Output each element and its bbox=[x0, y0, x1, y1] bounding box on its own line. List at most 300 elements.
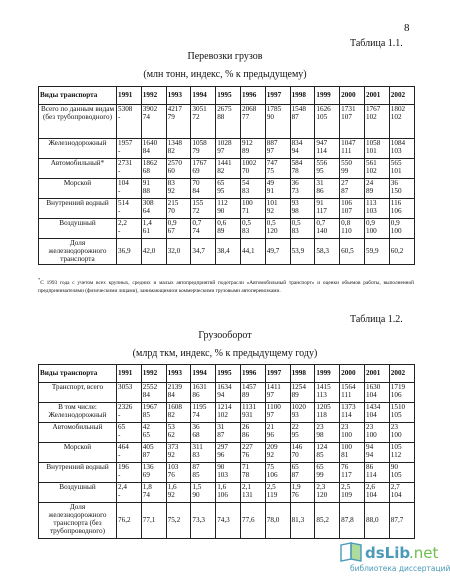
table-row bbox=[39, 443, 415, 463]
cell-value-pair bbox=[290, 105, 315, 139]
cell-index: 88 bbox=[217, 113, 225, 122]
cell-value-pair bbox=[141, 423, 166, 443]
row-label: Транспорт, всего bbox=[39, 383, 117, 403]
cell-index: 78 bbox=[241, 471, 250, 480]
cell-index: 79 bbox=[192, 147, 200, 156]
cell-absolute: 0,9 bbox=[365, 219, 375, 227]
year-header: 1992 bbox=[141, 87, 166, 105]
row-label: Морской bbox=[39, 179, 117, 199]
cell-value: 74,3 bbox=[216, 503, 241, 539]
cell-absolute: 1548 bbox=[291, 105, 306, 113]
cell-value-pair bbox=[340, 105, 365, 139]
year-header: 1996 bbox=[240, 87, 265, 105]
cell-index: 76 bbox=[167, 471, 175, 480]
cell-value-pair bbox=[315, 483, 340, 503]
cell-index: 82 bbox=[217, 167, 225, 176]
cell-index: 106 bbox=[390, 391, 402, 400]
cell-value-pair bbox=[265, 159, 290, 179]
cell-absolute: 1719 bbox=[390, 383, 406, 391]
cell-value-pair bbox=[166, 423, 191, 443]
cell-value-pair bbox=[216, 383, 241, 403]
cell-index: 69 bbox=[142, 471, 150, 480]
cell-absolute: 2731 bbox=[118, 159, 133, 167]
cell-absolute: 49 bbox=[266, 179, 274, 187]
cell-value: 34,7 bbox=[191, 239, 216, 265]
cell-index: 73 bbox=[291, 187, 299, 196]
cell-absolute: 1020 bbox=[291, 403, 306, 411]
year-header: 1998 bbox=[290, 87, 315, 105]
cell-value-pair bbox=[141, 199, 166, 219]
row-label: Всего по данным видам (без трубопроводного) bbox=[39, 105, 117, 139]
cell-value: 75,2 bbox=[166, 503, 191, 539]
cell-value-pair bbox=[117, 483, 142, 503]
freight-turnover-table bbox=[38, 364, 415, 539]
cell-value-pair bbox=[166, 105, 191, 139]
cell-index: 112 bbox=[390, 451, 402, 460]
year-header: 1997 bbox=[265, 365, 290, 383]
cell-absolute: 311 bbox=[192, 443, 203, 451]
cell-index: 104 bbox=[365, 491, 377, 500]
cell-absolute: 1,5 bbox=[192, 483, 202, 491]
cell-value-pair bbox=[240, 105, 265, 139]
cell-value-pair bbox=[240, 403, 265, 423]
cell-value: 88,0 bbox=[364, 503, 389, 539]
cell-index: 86 bbox=[192, 391, 200, 400]
cell-index: 931 bbox=[241, 411, 253, 420]
cell-index: 150 bbox=[390, 187, 402, 196]
cell-index: 89 bbox=[217, 227, 225, 236]
cell-index: 98 bbox=[291, 207, 299, 216]
cell-value-pair bbox=[141, 219, 166, 239]
year-header: 1991 bbox=[117, 365, 142, 383]
cell-index: 95 bbox=[316, 167, 324, 176]
cell-absolute: 550 bbox=[341, 159, 352, 167]
cell-index: 98 bbox=[316, 431, 324, 440]
cell-absolute: 912 bbox=[241, 139, 253, 147]
cell-index: 97 bbox=[217, 147, 225, 156]
cell-index: 85 bbox=[142, 411, 150, 420]
cell-absolute: 2552 bbox=[142, 383, 158, 391]
table2-title: Грузооборот bbox=[198, 330, 252, 341]
footnote-mark: * bbox=[38, 277, 41, 282]
cell-index: 89 bbox=[291, 391, 299, 400]
cell-absolute: 1457 bbox=[241, 383, 257, 391]
cell-index: 114 bbox=[365, 471, 377, 480]
cell-index: 90 bbox=[192, 491, 200, 500]
cell-index: 62 bbox=[167, 431, 175, 440]
cell-value-pair bbox=[166, 179, 191, 199]
cell-index: 89 bbox=[241, 391, 250, 400]
cell-value-pair bbox=[290, 179, 315, 199]
table-row bbox=[39, 463, 415, 483]
cell-absolute: 24 bbox=[365, 179, 374, 187]
cell-index: 68 bbox=[142, 167, 150, 176]
table-row bbox=[39, 483, 415, 503]
cell-index: 100 bbox=[390, 431, 402, 440]
cell-value-pair bbox=[191, 423, 216, 443]
cell-absolute: 0,5 bbox=[241, 219, 251, 227]
row-label: Железнодорожный bbox=[39, 139, 117, 159]
cell-absolute: 834 bbox=[291, 139, 303, 147]
cell-index: - bbox=[118, 431, 121, 440]
cell-absolute: 112 bbox=[217, 199, 228, 207]
cell-absolute: 106 bbox=[341, 199, 352, 207]
cell-value-pair bbox=[117, 403, 142, 423]
cell-absolute: 36 bbox=[291, 179, 299, 187]
cell-value-pair bbox=[364, 179, 389, 199]
cell-absolute: 1084 bbox=[390, 139, 406, 147]
cell-index: 100 bbox=[365, 227, 377, 236]
cell-index: 83 bbox=[192, 451, 200, 460]
cell-absolute: 2675 bbox=[217, 105, 232, 113]
cell-absolute: 36 bbox=[390, 179, 398, 187]
cell-absolute: 0,6 bbox=[217, 219, 227, 227]
cell-value-pair bbox=[364, 443, 389, 463]
cell-index: 60 bbox=[167, 167, 175, 176]
cell-index: 84 bbox=[192, 187, 200, 196]
cell-index: 102 bbox=[365, 167, 377, 176]
cell-value: 53,9 bbox=[290, 239, 315, 265]
cell-value-pair bbox=[265, 463, 290, 483]
table-row bbox=[39, 199, 415, 219]
cell-value-pair bbox=[364, 403, 389, 423]
cell-index: 104 bbox=[365, 411, 377, 420]
cell-index: 105 bbox=[316, 113, 328, 122]
cell-value-pair bbox=[340, 199, 365, 219]
cell-index: 86 bbox=[316, 187, 324, 196]
cell-index: 94 bbox=[217, 391, 225, 400]
cell-value-pair bbox=[191, 179, 216, 199]
cell-index: - bbox=[118, 411, 121, 420]
cell-value-pair bbox=[240, 443, 265, 463]
cell-value: 59,9 bbox=[364, 239, 389, 265]
cell-value-pair bbox=[216, 159, 241, 179]
cell-value-pair bbox=[240, 483, 265, 503]
cell-value-pair bbox=[240, 139, 265, 159]
cell-absolute: 65 bbox=[217, 179, 225, 187]
cell-index: 119 bbox=[266, 491, 278, 500]
cell-absolute: 1058 bbox=[365, 139, 381, 147]
year-header: 1995 bbox=[216, 365, 241, 383]
cell-value-pair bbox=[216, 219, 241, 239]
cell-value-pair bbox=[141, 483, 166, 503]
cell-value-pair bbox=[240, 423, 265, 443]
cell-index: 107 bbox=[341, 113, 352, 122]
cell-absolute: 23 bbox=[365, 423, 374, 431]
cell-value-pair bbox=[364, 483, 389, 503]
cell-absolute: 584 bbox=[291, 159, 303, 167]
cell-absolute: 196 bbox=[118, 463, 129, 471]
cell-absolute: 1058 bbox=[192, 139, 207, 147]
cell-absolute: 556 bbox=[316, 159, 328, 167]
cell-index: 77 bbox=[241, 113, 250, 122]
cell-index: 90 bbox=[266, 113, 274, 122]
cell-value-pair bbox=[364, 199, 389, 219]
cell-value-pair bbox=[141, 139, 166, 159]
cell-absolute: 76 bbox=[341, 463, 349, 471]
cell-absolute: 65 bbox=[291, 463, 299, 471]
cell-index: 140 bbox=[316, 227, 328, 236]
cell-absolute: 71 bbox=[241, 463, 250, 471]
cell-value-pair bbox=[340, 219, 365, 239]
cell-value-pair bbox=[117, 463, 142, 483]
table-row bbox=[39, 403, 415, 423]
cell-index: 74 bbox=[192, 227, 200, 236]
cell-value: 87,8 bbox=[340, 503, 365, 539]
cell-absolute: 1100 bbox=[266, 403, 281, 411]
cell-value-pair bbox=[216, 179, 241, 199]
cell-index: 102 bbox=[390, 113, 402, 122]
cell-absolute: 1195 bbox=[192, 403, 207, 411]
dslib-watermark bbox=[338, 538, 450, 582]
cell-absolute: 1441 bbox=[217, 159, 232, 167]
cell-value-pair bbox=[265, 219, 290, 239]
cell-absolute: 3051 bbox=[192, 105, 207, 113]
cell-value: 32,0 bbox=[166, 239, 191, 265]
table-header-row bbox=[39, 87, 415, 105]
cell-index: 101 bbox=[365, 147, 377, 156]
cell-index: 84 bbox=[142, 147, 150, 156]
cell-index: 114 bbox=[341, 411, 352, 420]
cell-absolute: 2570 bbox=[167, 159, 182, 167]
cell-index: 111 bbox=[341, 391, 352, 400]
cell-value-pair bbox=[389, 219, 414, 239]
cell-absolute: 1510 bbox=[390, 403, 406, 411]
cell-value-pair bbox=[141, 403, 166, 423]
cell-absolute: 464 bbox=[118, 443, 129, 451]
year-header: 1997 bbox=[265, 87, 290, 105]
cell-absolute: 87 bbox=[192, 463, 200, 471]
cell-absolute: 2,7 bbox=[390, 483, 400, 491]
cell-value-pair bbox=[315, 159, 340, 179]
table-row bbox=[39, 503, 415, 539]
cell-absolute: 1608 bbox=[167, 403, 182, 411]
cell-value-pair bbox=[141, 383, 166, 403]
cell-absolute: 0,5 bbox=[291, 219, 301, 227]
cell-index: 106 bbox=[390, 207, 402, 216]
cell-value: 78,0 bbox=[265, 503, 290, 539]
cell-index: 94 bbox=[291, 147, 299, 156]
cell-absolute: 1640 bbox=[142, 139, 158, 147]
cell-value-pair bbox=[265, 199, 290, 219]
cell-absolute: 0,5 bbox=[266, 219, 276, 227]
cell-absolute: 5308 bbox=[118, 105, 133, 113]
cell-index: 105 bbox=[390, 471, 402, 480]
cell-absolute: 215 bbox=[167, 199, 179, 207]
cell-index: 85 bbox=[192, 471, 200, 480]
cell-absolute: 124 bbox=[316, 443, 328, 451]
cell-value-pair bbox=[290, 403, 315, 423]
cell-value-pair bbox=[141, 443, 166, 463]
cell-absolute: 0,7 bbox=[192, 219, 202, 227]
cell-value-pair bbox=[166, 199, 191, 219]
cell-value: 58,3 bbox=[315, 239, 340, 265]
cell-index: 106 bbox=[217, 491, 228, 500]
cell-index: 87 bbox=[217, 431, 225, 440]
cell-index: 84 bbox=[167, 391, 175, 400]
table1-number: Таблица 1.1. bbox=[350, 38, 403, 49]
year-header: 1999 bbox=[315, 87, 340, 105]
year-header: 1993 bbox=[166, 87, 191, 105]
footnote-text: С 1993 года с учетом всех крупных, средних и малых автопредприятий подотрасли «Автомобильный транспорт» и оценки объемов работы, выполненной предпринимателями (физическими лицами), занимающимися коммерческими грузовыми автоперевозками. bbox=[38, 279, 414, 294]
cell-absolute: 31 bbox=[217, 423, 225, 431]
cell-value-pair bbox=[166, 219, 191, 239]
cell-index: 72 bbox=[192, 207, 200, 216]
cell-absolute: 1630 bbox=[365, 383, 381, 391]
cell-index: 101 bbox=[390, 167, 402, 176]
cell-index: 86 bbox=[241, 431, 250, 440]
cell-index: 107 bbox=[341, 207, 352, 216]
cell-absolute: 1348 bbox=[167, 139, 182, 147]
cell-index: 64 bbox=[142, 207, 150, 216]
cell-value-pair bbox=[315, 139, 340, 159]
cell-value-pair bbox=[364, 463, 389, 483]
cell-value-pair bbox=[117, 139, 142, 159]
cell-value-pair bbox=[265, 383, 290, 403]
cell-absolute: 83 bbox=[167, 179, 175, 187]
cell-absolute: 209 bbox=[266, 443, 278, 451]
cell-absolute: 373 bbox=[167, 443, 179, 451]
cell-value-pair bbox=[364, 105, 389, 139]
cell-absolute: 70 bbox=[192, 179, 200, 187]
cell-absolute: 1802 bbox=[390, 105, 406, 113]
cell-index: 87 bbox=[142, 451, 150, 460]
cell-index: 89 bbox=[241, 147, 250, 156]
cell-value-pair bbox=[290, 443, 315, 463]
cell-index: 118 bbox=[316, 411, 327, 420]
row-label: Морской bbox=[39, 443, 117, 463]
row-label: Воздушный bbox=[39, 219, 117, 239]
cell-absolute: 26 bbox=[241, 423, 250, 431]
table-row bbox=[39, 219, 415, 239]
cell-index: 61 bbox=[142, 227, 150, 236]
cell-absolute: 0,9 bbox=[390, 219, 400, 227]
cell-absolute: 2326 bbox=[118, 403, 133, 411]
year-header: 1998 bbox=[290, 365, 315, 383]
cell-index: 97 bbox=[266, 147, 274, 156]
cell-absolute: 91 bbox=[316, 199, 324, 207]
cell-value-pair bbox=[290, 483, 315, 503]
cell-index: 75 bbox=[266, 167, 274, 176]
cell-value-pair bbox=[389, 159, 414, 179]
cell-absolute: 1434 bbox=[365, 403, 381, 411]
cell-absolute: 101 bbox=[266, 199, 278, 207]
cell-index: 78 bbox=[291, 167, 299, 176]
year-header: 2001 bbox=[364, 365, 389, 383]
cell-value-pair bbox=[315, 105, 340, 139]
cell-index: 91 bbox=[266, 187, 274, 196]
cell-index: 99 bbox=[316, 471, 324, 480]
cell-value-pair bbox=[389, 199, 414, 219]
cell-index: 120 bbox=[316, 491, 328, 500]
cell-index: - bbox=[118, 147, 121, 156]
cell-value-pair bbox=[290, 159, 315, 179]
cell-value-pair bbox=[240, 219, 265, 239]
cell-value: 38,4 bbox=[216, 239, 241, 265]
table2-subtitle: (млрд ткм, индекс, % к предыдущему году) bbox=[132, 348, 318, 359]
cell-value-pair bbox=[191, 443, 216, 463]
cell-absolute: 1767 bbox=[365, 105, 381, 113]
cell-value-pair bbox=[240, 159, 265, 179]
cell-absolute: 65 bbox=[316, 463, 324, 471]
cell-value-pair bbox=[389, 463, 414, 483]
cell-absolute: 2,4 bbox=[118, 483, 127, 491]
cell-index: - bbox=[118, 491, 121, 500]
cell-index: 92 bbox=[167, 187, 175, 196]
cell-absolute: 514 bbox=[118, 199, 129, 207]
cell-absolute: 1634 bbox=[217, 383, 232, 391]
cell-index: - bbox=[118, 227, 121, 236]
cell-value-pair bbox=[216, 483, 241, 503]
cell-index: 96 bbox=[266, 431, 274, 440]
cell-index: 87 bbox=[291, 471, 299, 480]
cell-absolute: 86 bbox=[365, 463, 374, 471]
cell-index: 92 bbox=[167, 451, 175, 460]
cell-absolute: 21 bbox=[266, 423, 274, 431]
cell-index: 74 bbox=[142, 491, 150, 500]
year-header: 1993 bbox=[166, 365, 191, 383]
cell-index: - bbox=[118, 113, 121, 122]
cell-value: 42,0 bbox=[141, 239, 166, 265]
open-book-icon bbox=[341, 543, 361, 561]
cell-absolute: 1626 bbox=[316, 105, 331, 113]
cell-index: 84 bbox=[142, 391, 150, 400]
cell-value-pair bbox=[340, 403, 365, 423]
cell-value-pair bbox=[315, 199, 340, 219]
cell-absolute: 308 bbox=[142, 199, 154, 207]
cell-value-pair bbox=[290, 199, 315, 219]
brand-tld: .net bbox=[409, 544, 439, 562]
cell-value-pair bbox=[117, 219, 142, 239]
cell-absolute: 4217 bbox=[167, 105, 182, 113]
cell-absolute: 90 bbox=[217, 463, 225, 471]
year-header: 1995 bbox=[216, 87, 241, 105]
table1-title: Перевозки грузов bbox=[187, 51, 263, 62]
cell-index: 103 bbox=[365, 207, 377, 216]
cell-index: 117 bbox=[341, 471, 352, 480]
cell-value-pair bbox=[191, 159, 216, 179]
cell-value-pair bbox=[216, 423, 241, 443]
cell-index: 105 bbox=[390, 411, 402, 420]
cell-index: 103 bbox=[217, 471, 228, 480]
cell-absolute: 2,5 bbox=[266, 483, 276, 491]
cell-absolute: 1967 bbox=[142, 403, 158, 411]
row-label: Внутренний водный bbox=[39, 463, 117, 483]
cell-absolute: 227 bbox=[241, 443, 253, 451]
cell-index: 74 bbox=[142, 113, 150, 122]
cell-index: - bbox=[118, 187, 121, 196]
cell-value-pair bbox=[389, 423, 414, 443]
cell-index: 120 bbox=[266, 227, 278, 236]
cell-index: 92 bbox=[266, 451, 274, 460]
cell-index: 102 bbox=[217, 411, 228, 420]
cell-value-pair bbox=[166, 403, 191, 423]
cell-value-pair bbox=[315, 179, 340, 199]
cell-value-pair bbox=[240, 383, 265, 403]
cell-absolute: 136 bbox=[142, 463, 154, 471]
cell-value-pair bbox=[216, 403, 241, 423]
cell-value-pair bbox=[315, 463, 340, 483]
cell-value-pair bbox=[389, 403, 414, 423]
cell-value-pair bbox=[117, 199, 142, 219]
cell-index: 89 bbox=[365, 187, 374, 196]
row-label: В том числе: Железнодорожный bbox=[39, 403, 117, 423]
cell-index: 72 bbox=[192, 113, 200, 122]
cell-value: 73,3 bbox=[191, 503, 216, 539]
cell-value: 77,1 bbox=[141, 503, 166, 539]
cell-index: 99 bbox=[341, 167, 349, 176]
cell-value-pair bbox=[290, 423, 315, 443]
